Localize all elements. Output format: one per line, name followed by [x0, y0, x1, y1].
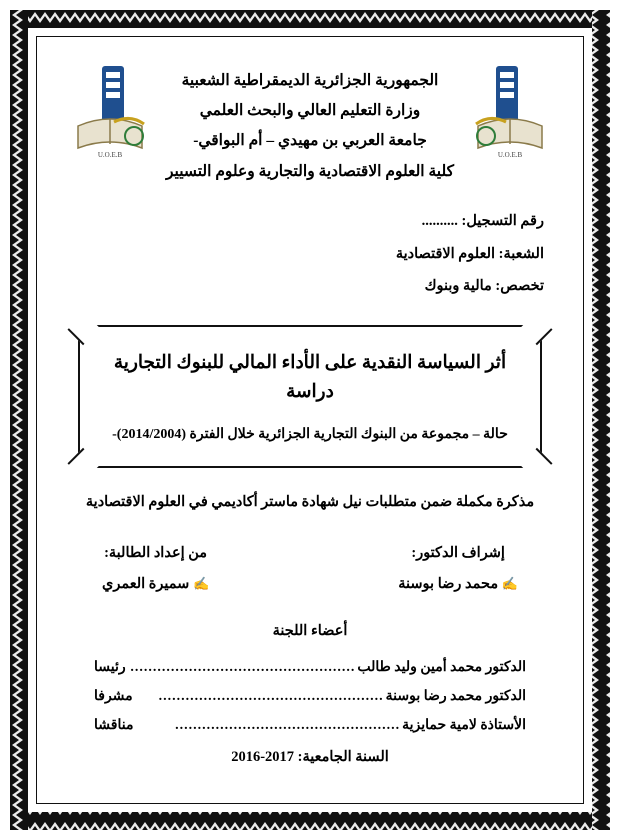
jury-member-role: رئيسا: [94, 660, 126, 676]
country-line: الجمهورية الجزائرية الديمقراطية الشعبية: [181, 72, 439, 89]
university-seal-logo: [472, 64, 548, 160]
cover-content: [46, 46, 574, 794]
branch: الشعبة: العلوم الاقتصادية: [395, 245, 544, 262]
supervisor-name: محمد رضا بوسنة: [398, 576, 499, 593]
plate-corner-top-right: [520, 312, 553, 345]
thesis-title-sub: حالة – مجموعة من البنوك التجارية الجزائرية خلال الفترة (2014/2004)-: [112, 426, 508, 442]
jury-member-name: الأستاذة لامية حمايزية: [402, 717, 526, 733]
university-line: جامعة العربي بن مهيدي – أم البواقي-: [193, 132, 427, 150]
jury-list: [68, 654, 552, 740]
people-block: [68, 545, 552, 593]
jury-member-role: مناقشا: [94, 717, 134, 733]
jury-row: [94, 683, 526, 712]
plate-corner-top-left: [67, 312, 100, 345]
registration-block: [68, 205, 552, 303]
jury-row: [94, 712, 526, 741]
student-name: سميرة العمري: [102, 576, 190, 593]
svg-text:U.O.E.B: U.O.E.B: [97, 151, 123, 159]
jury-member-name: الدكتور محمد أمين وليد طالب: [357, 660, 526, 676]
plate-corner-bottom-left: [67, 448, 100, 481]
jury-member-role: مشرفا: [94, 689, 133, 705]
supervisor-heading: إشراف الدكتور:: [411, 545, 505, 562]
thesis-title-plate: [78, 325, 542, 469]
supervisor-name-row: [398, 576, 518, 593]
academic-year: السنة الجامعية: 2017-2016: [231, 749, 389, 765]
student-name-row: [102, 576, 209, 593]
degree-statement: مذكرة مكملة ضمن متطلبات نيل شهادة ماستر أكاديمي في العلوم الاقتصادية: [85, 494, 535, 511]
student-heading: من إعداد الطالبة:: [104, 545, 208, 562]
jury-leader-dots: ..................................................: [158, 689, 384, 705]
registration-number: رقم التسجيل: ..........: [421, 212, 544, 229]
pen-icon: ✍: [501, 576, 518, 592]
jury-row: [94, 654, 526, 683]
jury-leader-dots: ..................................................: [130, 660, 356, 676]
speciality: تخصص: مالية وبنوك: [424, 278, 544, 295]
document-header: [68, 60, 552, 189]
jury-heading: أعضاء اللجنة: [272, 623, 348, 640]
supervisor-column: [398, 545, 518, 593]
pen-icon: ✍: [192, 576, 210, 592]
svg-text:U.O.E.B: U.O.E.B: [497, 151, 523, 159]
ministry-line: وزارة التعليم العالي والبحث العلمي: [199, 102, 421, 120]
plate-corner-bottom-right: [520, 448, 553, 481]
jury-member-name: الدكتور محمد رضا بوسنة: [385, 689, 526, 705]
jury-leader-dots: ..................................................: [175, 717, 401, 733]
thesis-title-main: أثر السياسة النقدية على الأداء المالي للبنوك التجارية دراسة: [113, 352, 507, 403]
faculty-line: كلية العلوم الاقتصادية والتجارية وعلوم التسيير: [166, 162, 454, 180]
student-column: [102, 545, 209, 593]
faculty-seal-logo: [72, 64, 148, 160]
